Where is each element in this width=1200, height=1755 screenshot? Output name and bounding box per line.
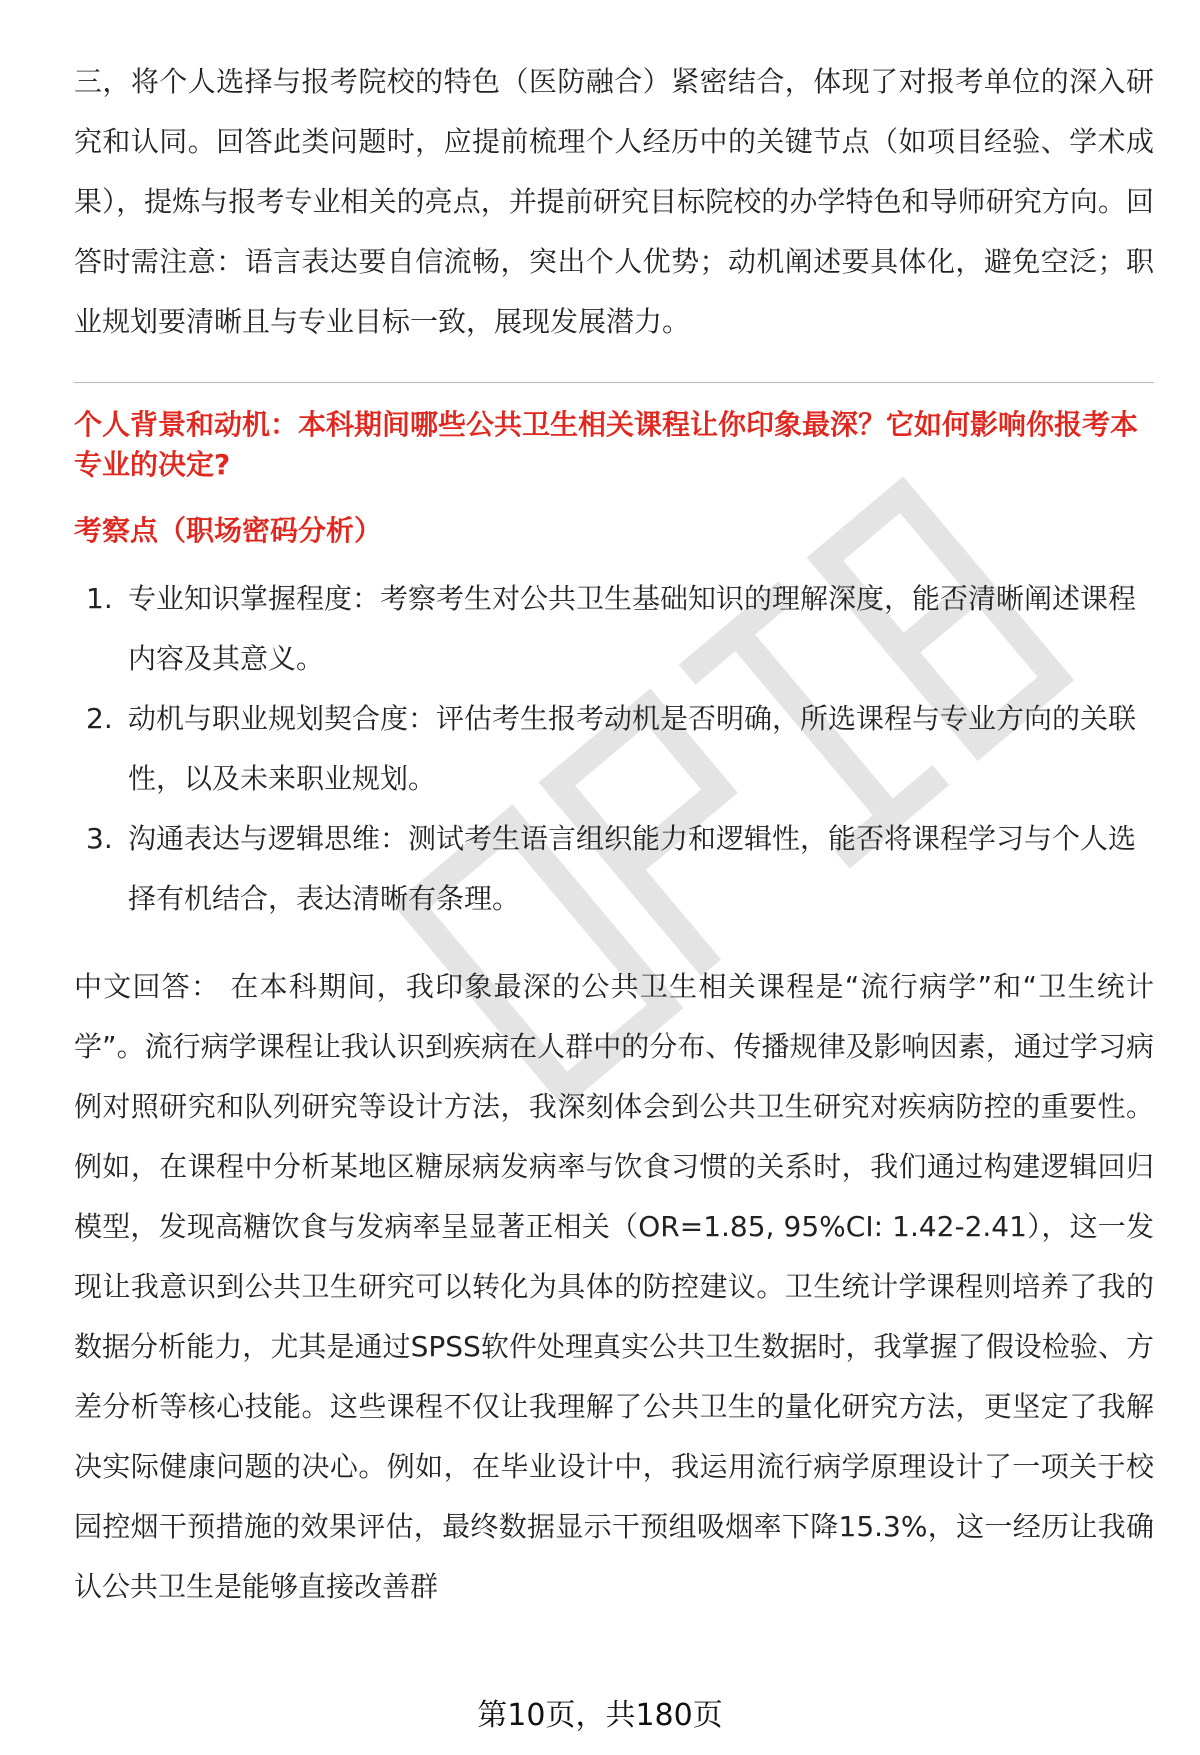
answer-paragraph: 中文回答： 在本科期间，我印象最深的公共卫生相关课程是“流行病学”和“卫生统计学”。流行病学课程让我认识到疾病在人群中的分布、传播规律及影响因素，通过学习病例对照研究和队列研究等设计方法，我深刻体会到公共卫生研究对疾病防控的重要性。例如，在课程中分析某地区糖尿病发病率与饮食习惯的关系时，我们通过构建逻辑回归模型，发现高糖饮食与发病率呈显著正相关（OR=1.85, 95%CI: 1.42-2.41），这一发现让我意识到公共卫生研究可以转化为具体的防控建议。卫生统计学课程则培养了我的数据分析能力，尤其是通过SPSS软件处理真实公共卫生数据时，我掌握了假设检验、方差分析等核心技能。这些课程不仅让我理解了公共卫生的量化研究方法，更坚定了我解决实际健康问题的决心。例如，在毕业设计中，我运用流行病学原理设计了一项关于校园控烟干预措施的效果评估，最终数据显示干预组吸烟率下降15.3%，这一经历让我确认公共卫生是能够直接改善群 [74, 970, 1154, 1603]
list-item-text: 专业知识掌握程度：考察考生对公共卫生基础知识的理解深度，能否清晰阐述课程内容及其意义。 [128, 582, 1137, 675]
list-item-text: 动机与职业规划契合度：评估考生报考动机是否明确，所选课程与专业方向的关联性，以及未来职业规划。 [128, 702, 1137, 795]
list-item [74, 689, 1154, 809]
list-item-number: 1. [86, 582, 113, 615]
page-footer: 第10页，共180页 [477, 1698, 723, 1733]
intro-paragraph: 三，将个人选择与报考院校的特色（医防融合）紧密结合，体现了对报考单位的深入研究和认同。回答此类问题时，应提前梳理个人经历中的关键节点（如项目经验、学术成果），提炼与报考专业相关的亮点，并提前研究目标院校的办学特色和导师研究方向。回答时需注意：语言表达要自信流畅，突出个人优势；动机阐述要具体化，避免空泛；职业规划要清晰且与专业目标一致，展现发展潜力。 [74, 65, 1154, 338]
assessment-list [74, 569, 1154, 929]
section-divider [74, 382, 1154, 383]
list-item-number: 3. [86, 822, 113, 855]
list-item-text: 沟通表达与逻辑思维：测试考生语言组织能力和逻辑性，能否将课程学习与个人选择有机结合，表达清晰有条理。 [128, 822, 1137, 915]
page-content [74, 52, 1154, 1617]
list-item [74, 569, 1154, 689]
list-item [74, 809, 1154, 929]
list-item-number: 2. [86, 702, 113, 735]
interview-question: 个人背景和动机：本科期间哪些公共卫生相关课程让你印象最深？它如何影响你报考本专业的决定? [74, 408, 1139, 481]
assessment-heading: 考察点（职场密码分析） [74, 514, 383, 547]
